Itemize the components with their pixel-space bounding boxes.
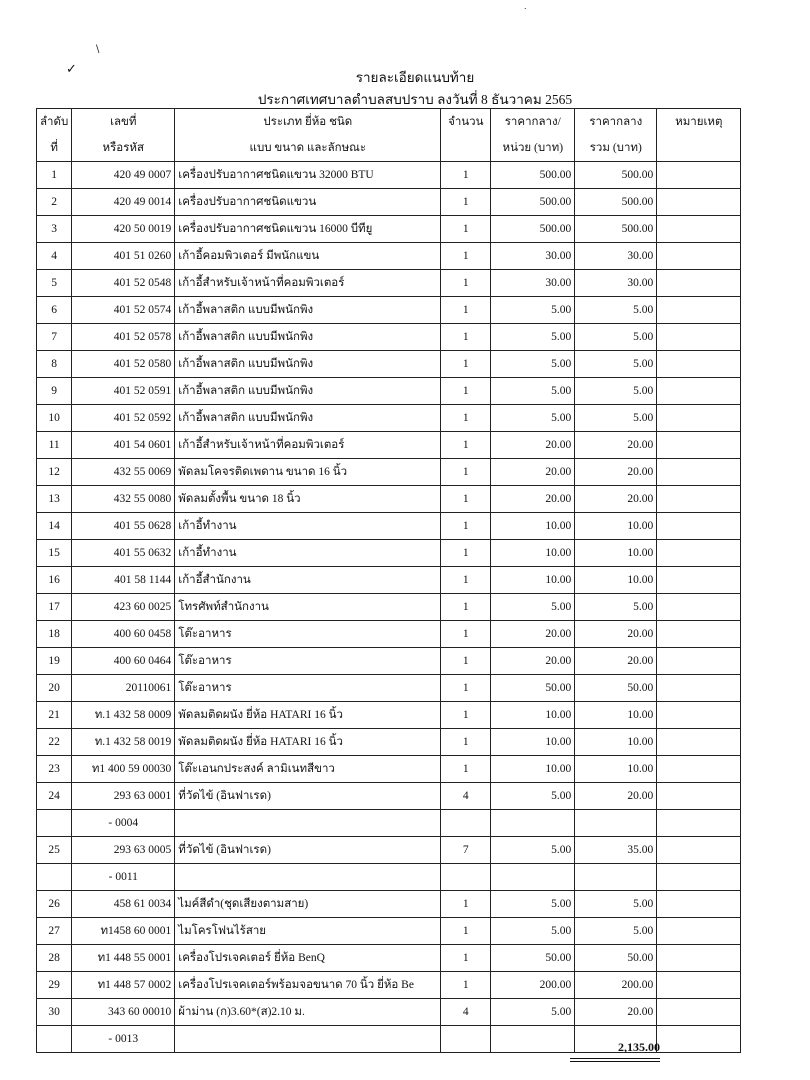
row-name: เก้าอี้ทำงาน	[175, 540, 441, 567]
row-unit-price: 5.00	[491, 918, 575, 945]
col-no-header: ลำดับ	[37, 109, 72, 136]
row-qty: 1	[441, 945, 491, 972]
table-row	[37, 918, 741, 945]
row-remark	[657, 648, 741, 675]
row-unit-price: 500.00	[491, 216, 575, 243]
row-name: เครื่องโปรเจคเตอร์พร้อมจอขนาด 70 นิ้ว ยี่ห้อ Be	[175, 972, 441, 999]
row-total-price: 10.00	[575, 702, 657, 729]
row-qty: 1	[441, 405, 491, 432]
row-total-price: 5.00	[575, 594, 657, 621]
table-row	[37, 162, 741, 189]
row-no: 20	[37, 675, 72, 702]
empty-cell	[37, 810, 72, 837]
row-unit-price: 30.00	[491, 243, 575, 270]
row-no: 4	[37, 243, 72, 270]
table-body	[37, 162, 741, 1053]
row-unit-price: 5.00	[491, 324, 575, 351]
col-code-header: หรือรหัส	[72, 135, 175, 162]
row-unit-price: 10.00	[491, 729, 575, 756]
row-qty: 4	[441, 999, 491, 1026]
table-row	[37, 189, 741, 216]
row-qty: 1	[441, 378, 491, 405]
row-code: ท1 400 59 00030	[72, 756, 175, 783]
empty-cell	[657, 864, 741, 891]
row-total-price: 50.00	[575, 675, 657, 702]
table-row-continuation	[37, 810, 741, 837]
row-code: 400 60 0458	[72, 621, 175, 648]
row-unit-price: 500.00	[491, 162, 575, 189]
row-total-price: 500.00	[575, 162, 657, 189]
row-code: 293 63 0001	[72, 783, 175, 810]
row-no: 5	[37, 270, 72, 297]
row-code: 401 58 1144	[72, 567, 175, 594]
row-name: เก้าอี้ทำงาน	[175, 513, 441, 540]
row-qty: 1	[441, 432, 491, 459]
row-qty: 4	[441, 783, 491, 810]
col-remark-header: หมายเหตุ	[657, 109, 741, 136]
row-unit-price: 5.00	[491, 405, 575, 432]
row-qty: 1	[441, 756, 491, 783]
row-total-price: 20.00	[575, 783, 657, 810]
row-remark	[657, 405, 741, 432]
row-code: ท.1 432 58 0019	[72, 729, 175, 756]
row-no: 7	[37, 324, 72, 351]
row-qty: 1	[441, 270, 491, 297]
row-unit-price: 10.00	[491, 513, 575, 540]
row-name: โต๊ะอาหาร	[175, 675, 441, 702]
row-total-price: 5.00	[575, 297, 657, 324]
empty-cell	[491, 864, 575, 891]
row-unit-price: 20.00	[491, 486, 575, 513]
row-total-price: 30.00	[575, 270, 657, 297]
row-remark	[657, 324, 741, 351]
row-unit-price: 5.00	[491, 891, 575, 918]
row-remark	[657, 918, 741, 945]
document-subtitle: ประกาศเทศบาลตำบลสบปราบ ลงวันที่ 8 ธันวาคม 2565	[257, 92, 573, 107]
row-no: 27	[37, 918, 72, 945]
table-row	[37, 324, 741, 351]
table-row	[37, 486, 741, 513]
row-remark	[657, 729, 741, 756]
row-unit-price: 5.00	[491, 783, 575, 810]
table-row	[37, 216, 741, 243]
row-code-range-end: - 0011	[72, 864, 175, 891]
row-total-price: 20.00	[575, 459, 657, 486]
scan-mark: \	[96, 44, 100, 55]
row-remark	[657, 351, 741, 378]
row-total-price: 5.00	[575, 324, 657, 351]
grand-total: 2,135.00	[618, 1040, 660, 1054]
row-name: โทรศัพท์สำนักงาน	[175, 594, 441, 621]
row-qty: 1	[441, 189, 491, 216]
row-unit-price: 200.00	[491, 972, 575, 999]
table-row	[37, 999, 741, 1026]
row-name: เก้าอี้พลาสติก แบบมีพนักพิง	[175, 405, 441, 432]
total-underline	[570, 1058, 660, 1059]
row-remark	[657, 783, 741, 810]
row-remark	[657, 162, 741, 189]
col-unit-price-header: หน่วย (บาท)	[491, 135, 575, 162]
document-title: รายละเอียดแนบท้าย	[355, 70, 475, 85]
row-name: เก้าอี้คอมพิวเตอร์ มีพนักแขน	[175, 243, 441, 270]
row-total-price: 20.00	[575, 621, 657, 648]
row-name: เก้าอี้สำนักงาน	[175, 567, 441, 594]
row-unit-price: 50.00	[491, 675, 575, 702]
row-no: 25	[37, 837, 72, 864]
row-remark	[657, 594, 741, 621]
row-total-price: 200.00	[575, 972, 657, 999]
table-row	[37, 594, 741, 621]
row-total-price: 10.00	[575, 567, 657, 594]
row-code: ท1 448 57 0002	[72, 972, 175, 999]
table-row	[37, 513, 741, 540]
row-total-price: 20.00	[575, 648, 657, 675]
row-remark	[657, 837, 741, 864]
row-code: ท.1 432 58 0009	[72, 702, 175, 729]
row-no: 2	[37, 189, 72, 216]
row-qty: 1	[441, 702, 491, 729]
row-remark	[657, 432, 741, 459]
empty-cell	[37, 864, 72, 891]
col-code-header: เลขที่	[72, 109, 175, 136]
row-code: ท1458 60 0001	[72, 918, 175, 945]
row-total-price: 5.00	[575, 405, 657, 432]
row-total-price: 5.00	[575, 891, 657, 918]
row-no: 6	[37, 297, 72, 324]
row-name: พัดลมโคจรติดเพดาน ขนาด 16 นิ้ว	[175, 459, 441, 486]
header-row	[37, 135, 741, 162]
row-name: พัดลมติดผนัง ยี่ห้อ HATARI 16 นิ้ว	[175, 729, 441, 756]
row-code: 343 60 00010	[72, 999, 175, 1026]
empty-cell	[657, 810, 741, 837]
row-total-price: 500.00	[575, 189, 657, 216]
row-code: 423 60 0025	[72, 594, 175, 621]
table-row	[37, 945, 741, 972]
row-unit-price: 20.00	[491, 648, 575, 675]
row-no: 17	[37, 594, 72, 621]
total-underline	[570, 1061, 660, 1062]
row-remark	[657, 189, 741, 216]
row-no: 26	[37, 891, 72, 918]
empty-cell	[491, 810, 575, 837]
row-name: เก้าอี้พลาสติก แบบมีพนักพิง	[175, 351, 441, 378]
table-row	[37, 270, 741, 297]
row-remark	[657, 567, 741, 594]
row-code: 401 55 0632	[72, 540, 175, 567]
row-unit-price: 5.00	[491, 837, 575, 864]
row-no: 22	[37, 729, 72, 756]
row-name: โต๊ะเอนกประสงค์ ลามิเนทสีขาว	[175, 756, 441, 783]
row-remark	[657, 243, 741, 270]
row-code: 401 55 0628	[72, 513, 175, 540]
row-unit-price: 10.00	[491, 756, 575, 783]
row-code: 20110061	[72, 675, 175, 702]
row-remark	[657, 945, 741, 972]
row-qty: 1	[441, 324, 491, 351]
row-no: 12	[37, 459, 72, 486]
row-qty: 1	[441, 891, 491, 918]
row-no: 28	[37, 945, 72, 972]
col-total-price-header: รวม (บาท)	[575, 135, 657, 162]
row-remark	[657, 270, 741, 297]
table-row	[37, 432, 741, 459]
row-remark	[657, 702, 741, 729]
row-name: ผ้าม่าน (ก)3.60*(ส)2.10 ม.	[175, 999, 441, 1026]
col-name-header: ประเภท ยี่ห้อ ชนิด	[175, 109, 441, 136]
table-row	[37, 378, 741, 405]
row-remark	[657, 675, 741, 702]
table-row	[37, 675, 741, 702]
row-name: เครื่องปรับอากาศชนิดแขวน 32000 BTU	[175, 162, 441, 189]
row-code: 401 52 0548	[72, 270, 175, 297]
row-remark	[657, 972, 741, 999]
row-qty: 1	[441, 162, 491, 189]
row-unit-price: 500.00	[491, 189, 575, 216]
row-code: 401 51 0260	[72, 243, 175, 270]
row-name: เก้าอี้พลาสติก แบบมีพนักพิง	[175, 324, 441, 351]
row-remark	[657, 513, 741, 540]
row-unit-price: 10.00	[491, 540, 575, 567]
row-code: 401 52 0591	[72, 378, 175, 405]
row-total-price: 5.00	[575, 378, 657, 405]
row-name: เก้าอี้สำหรับเจ้าหน้าที่คอมพิวเตอร์	[175, 270, 441, 297]
row-qty: 1	[441, 216, 491, 243]
row-no: 11	[37, 432, 72, 459]
row-qty: 1	[441, 918, 491, 945]
row-total-price: 10.00	[575, 540, 657, 567]
table-row	[37, 405, 741, 432]
row-total-price: 35.00	[575, 837, 657, 864]
row-no: 16	[37, 567, 72, 594]
table-row	[37, 243, 741, 270]
row-unit-price: 5.00	[491, 297, 575, 324]
row-remark	[657, 999, 741, 1026]
table-row	[37, 297, 741, 324]
row-qty: 7	[441, 837, 491, 864]
row-no: 21	[37, 702, 72, 729]
table-row	[37, 729, 741, 756]
row-total-price: 30.00	[575, 243, 657, 270]
row-no: 9	[37, 378, 72, 405]
row-code: 420 50 0019	[72, 216, 175, 243]
row-code: 432 55 0080	[72, 486, 175, 513]
col-name-header: แบบ ขนาด และลักษณะ	[175, 135, 441, 162]
row-qty: 1	[441, 675, 491, 702]
row-name: ไมค์สีดำ(ชุดเสียงตามสาย)	[175, 891, 441, 918]
row-total-price: 50.00	[575, 945, 657, 972]
empty-cell	[441, 864, 491, 891]
row-code: 420 49 0007	[72, 162, 175, 189]
row-name: โต๊ะอาหาร	[175, 648, 441, 675]
col-qty-header	[441, 135, 491, 162]
table-row	[37, 648, 741, 675]
row-no: 30	[37, 999, 72, 1026]
table-row	[37, 459, 741, 486]
row-total-price: 5.00	[575, 918, 657, 945]
row-qty: 1	[441, 540, 491, 567]
row-qty: 1	[441, 729, 491, 756]
row-code: ท1 448 55 0001	[72, 945, 175, 972]
table-row	[37, 351, 741, 378]
row-no: 24	[37, 783, 72, 810]
row-remark	[657, 459, 741, 486]
row-total-price: 20.00	[575, 999, 657, 1026]
row-no: 13	[37, 486, 72, 513]
row-unit-price: 5.00	[491, 999, 575, 1026]
row-name: ที่วัดไข้ (อินฟาเรด)	[175, 837, 441, 864]
table-row	[37, 702, 741, 729]
scan-mark: ˙	[523, 8, 528, 18]
row-qty: 1	[441, 297, 491, 324]
row-total-price: 5.00	[575, 351, 657, 378]
empty-cell	[441, 1026, 491, 1053]
empty-cell	[175, 1026, 441, 1053]
row-remark	[657, 486, 741, 513]
row-name: โต๊ะอาหาร	[175, 621, 441, 648]
row-no: 1	[37, 162, 72, 189]
row-code: 401 52 0580	[72, 351, 175, 378]
row-code: 401 54 0601	[72, 432, 175, 459]
row-total-price: 20.00	[575, 486, 657, 513]
row-unit-price: 5.00	[491, 378, 575, 405]
row-total-price: 500.00	[575, 216, 657, 243]
row-code: 401 52 0574	[72, 297, 175, 324]
row-qty: 1	[441, 486, 491, 513]
col-unit-price-header: ราคากลาง/	[491, 109, 575, 136]
check-mark-icon: ✓	[66, 62, 77, 77]
row-unit-price: 20.00	[491, 432, 575, 459]
empty-cell	[37, 1026, 72, 1053]
row-remark	[657, 540, 741, 567]
table-row	[37, 837, 741, 864]
row-code: 293 63 0005	[72, 837, 175, 864]
row-no: 23	[37, 756, 72, 783]
table-row	[37, 756, 741, 783]
row-name: เก้าอี้สำหรับเจ้าหน้าที่คอมพิวเตอร์	[175, 432, 441, 459]
row-no: 15	[37, 540, 72, 567]
row-qty: 1	[441, 621, 491, 648]
row-qty: 1	[441, 972, 491, 999]
row-no: 8	[37, 351, 72, 378]
col-qty-header: จำนวน	[441, 109, 491, 136]
row-code: 458 61 0034	[72, 891, 175, 918]
row-no: 10	[37, 405, 72, 432]
row-total-price: 10.00	[575, 756, 657, 783]
row-remark	[657, 378, 741, 405]
row-unit-price: 5.00	[491, 351, 575, 378]
row-qty: 1	[441, 459, 491, 486]
col-remark-header	[657, 135, 741, 162]
col-total-price-header: ราคากลาง	[575, 109, 657, 136]
row-qty: 1	[441, 594, 491, 621]
row-name: พัดลมติดผนัง ยี่ห้อ HATARI 16 นิ้ว	[175, 702, 441, 729]
row-name: เครื่องปรับอากาศชนิดแขวน 16000 บีทียู	[175, 216, 441, 243]
table-row-continuation	[37, 864, 741, 891]
table-row	[37, 783, 741, 810]
row-code: 401 52 0578	[72, 324, 175, 351]
row-qty: 1	[441, 648, 491, 675]
row-qty: 1	[441, 351, 491, 378]
row-code: 400 60 0464	[72, 648, 175, 675]
row-no: 14	[37, 513, 72, 540]
asset-table	[36, 108, 741, 1053]
row-total-price: 10.00	[575, 513, 657, 540]
row-total-price: 20.00	[575, 432, 657, 459]
row-code: 432 55 0069	[72, 459, 175, 486]
row-name: เก้าอี้พลาสติก แบบมีพนักพิง	[175, 297, 441, 324]
table-row	[37, 972, 741, 999]
row-remark	[657, 621, 741, 648]
row-no: 3	[37, 216, 72, 243]
table-row	[37, 621, 741, 648]
empty-cell	[175, 810, 441, 837]
col-no-header: ที่	[37, 135, 72, 162]
row-name: เก้าอี้พลาสติก แบบมีพนักพิง	[175, 378, 441, 405]
row-total-price: 10.00	[575, 729, 657, 756]
row-name: ไมโครโฟนไร้สาย	[175, 918, 441, 945]
row-unit-price: 5.00	[491, 594, 575, 621]
row-name: เครื่องโปรเจคเตอร์ ยี่ห้อ BenQ	[175, 945, 441, 972]
table-row	[37, 891, 741, 918]
empty-cell	[575, 810, 657, 837]
row-name: ที่วัดไข้ (อินฟาเรด)	[175, 783, 441, 810]
empty-cell	[441, 810, 491, 837]
row-qty: 1	[441, 513, 491, 540]
row-code-range-end: - 0004	[72, 810, 175, 837]
row-qty: 1	[441, 567, 491, 594]
row-remark	[657, 216, 741, 243]
empty-cell	[575, 864, 657, 891]
row-unit-price: 10.00	[491, 567, 575, 594]
row-no: 29	[37, 972, 72, 999]
row-unit-price: 30.00	[491, 270, 575, 297]
row-remark	[657, 891, 741, 918]
row-unit-price: 20.00	[491, 459, 575, 486]
row-remark	[657, 297, 741, 324]
empty-cell	[175, 864, 441, 891]
row-remark	[657, 756, 741, 783]
row-code-range-end: - 0013	[72, 1026, 175, 1053]
row-unit-price: 50.00	[491, 945, 575, 972]
empty-cell	[491, 1026, 575, 1053]
empty-cell	[657, 1026, 741, 1053]
row-qty: 1	[441, 243, 491, 270]
row-unit-price: 10.00	[491, 702, 575, 729]
table-row	[37, 540, 741, 567]
row-code: 420 49 0014	[72, 189, 175, 216]
row-unit-price: 20.00	[491, 621, 575, 648]
row-name: พัดลมตั้งพื้น ขนาด 18 นิ้ว	[175, 486, 441, 513]
row-no: 19	[37, 648, 72, 675]
row-code: 401 52 0592	[72, 405, 175, 432]
row-no: 18	[37, 621, 72, 648]
table-row	[37, 567, 741, 594]
row-name: เครื่องปรับอากาศชนิดแขวน	[175, 189, 441, 216]
header-row	[37, 109, 741, 136]
